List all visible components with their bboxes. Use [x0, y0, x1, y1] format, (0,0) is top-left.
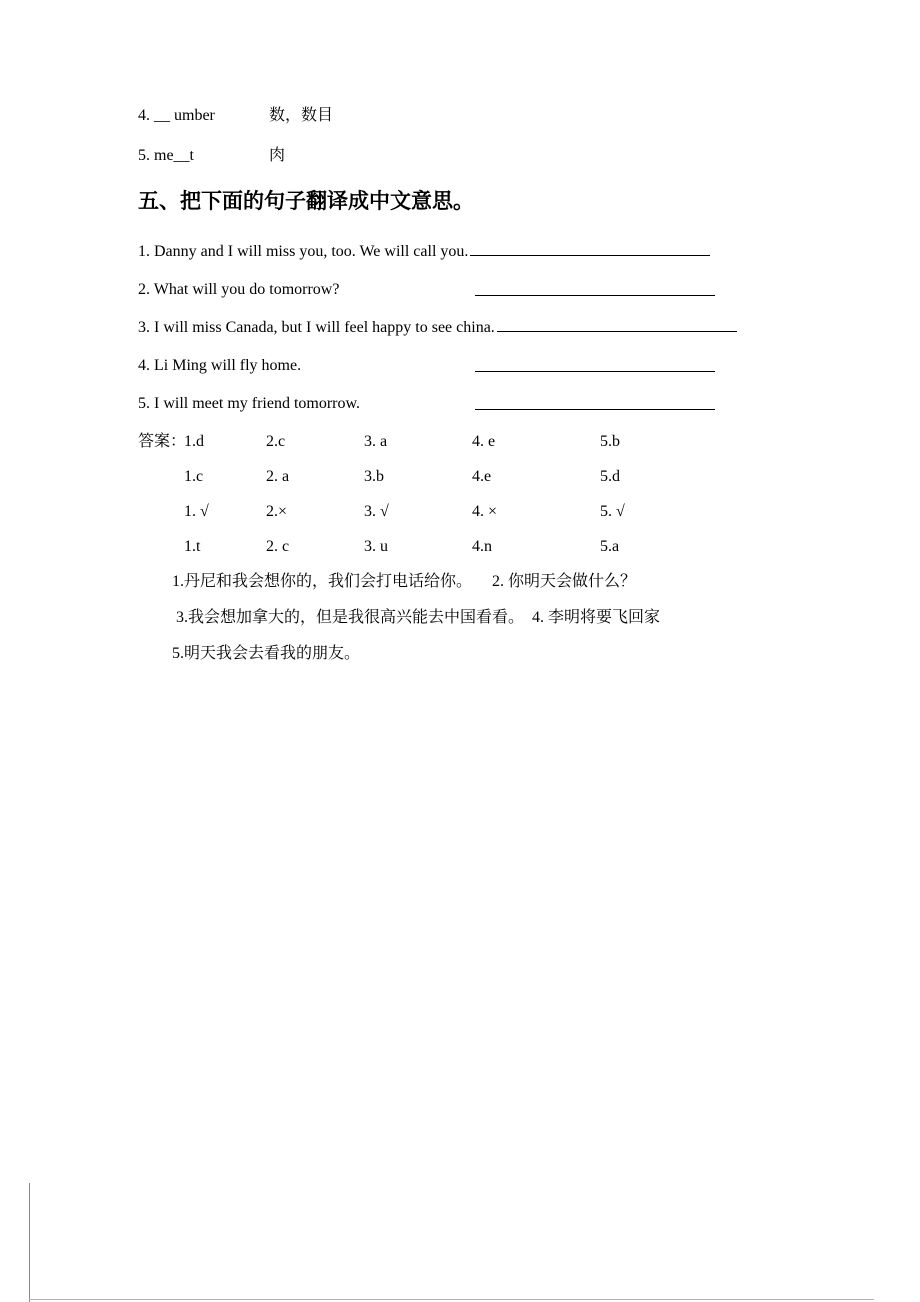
- translation-line: 1.丹尼和我会想你的，我们会打电话给你。 2. 你明天会做什么？: [172, 573, 637, 590]
- answer-row: [138, 431, 860, 453]
- sentence-text: 4. Li Ming will fly home.: [138, 357, 302, 374]
- answer-cell: 5. √: [600, 503, 625, 520]
- answer-cell: 4. ×: [472, 503, 498, 520]
- answer-cell: 3. u: [364, 538, 388, 555]
- vocab-item: [138, 105, 860, 127]
- sentence-row: [138, 241, 860, 262]
- sentence-row: [138, 393, 860, 414]
- answer-cell: 1.c: [184, 468, 204, 485]
- sentence-list: [138, 241, 860, 414]
- vocab-word: 5. me__t: [138, 147, 194, 164]
- answer-row: [138, 501, 860, 523]
- answer-cell: 2.×: [266, 503, 288, 520]
- vocab-meaning: 数，数目: [269, 107, 334, 124]
- answer-cell: 3. a: [364, 433, 388, 450]
- answer-cell: 4. e: [472, 433, 496, 450]
- sentence-text: 1. Danny and I will miss you, too. We will call you.: [138, 243, 469, 260]
- answer-row: [138, 466, 860, 488]
- answer-cell: 4.e: [472, 468, 492, 485]
- answer-blank-line: [475, 396, 715, 410]
- vocab-word: 4. __ umber: [138, 107, 215, 124]
- answer-blank-line: [475, 282, 715, 296]
- answer-cell: 2.c: [266, 433, 286, 450]
- vocab-section: [138, 105, 860, 167]
- sentence-text: 5. I will meet my friend tomorrow.: [138, 395, 361, 412]
- sentence-text: 3. I will miss Canada, but I will feel happy to see china.: [138, 319, 495, 336]
- answer-cell: 1. √: [184, 503, 209, 520]
- vocab-item: [138, 145, 860, 167]
- sentence-row: [138, 279, 860, 300]
- answer-cell: 5.a: [600, 538, 620, 555]
- answer-cell: 1.t: [184, 538, 201, 555]
- scan-edge-artifact: [29, 1183, 30, 1302]
- translation-line: 3.我会想加拿大的，但是我很高兴能去中国看看。 4. 李明将要飞回家: [172, 609, 661, 626]
- scan-edge-artifact: [29, 1299, 874, 1300]
- answer-blank-line: [497, 318, 737, 332]
- translation-answers: [138, 571, 860, 664]
- answer-row: [138, 536, 860, 558]
- vocab-meaning: 肉: [269, 147, 286, 164]
- answer-cell: 1.d: [184, 433, 204, 450]
- answer-cell: 3. √: [364, 503, 389, 520]
- answer-cell: 2. c: [266, 538, 290, 555]
- sentence-text: 2. What will you do tomorrow?: [138, 281, 340, 298]
- answer-cell: 5.d: [600, 468, 620, 485]
- answer-key-label: 答案：: [138, 433, 187, 450]
- answer-cell: 3.b: [364, 468, 384, 485]
- answer-cell: 4.n: [472, 538, 492, 555]
- section-heading: 五、把下面的句子翻译成中文意思。: [138, 190, 474, 213]
- answer-key: [138, 431, 860, 664]
- sentence-row: [138, 355, 860, 376]
- sentence-row: [138, 317, 860, 338]
- answer-cell: 2. a: [266, 468, 290, 485]
- answer-blank-line: [475, 358, 715, 372]
- answer-blank-line: [470, 242, 710, 256]
- answer-cell: 5.b: [600, 433, 620, 450]
- translation-line: 5.明天我会去看我的朋友。: [172, 645, 361, 662]
